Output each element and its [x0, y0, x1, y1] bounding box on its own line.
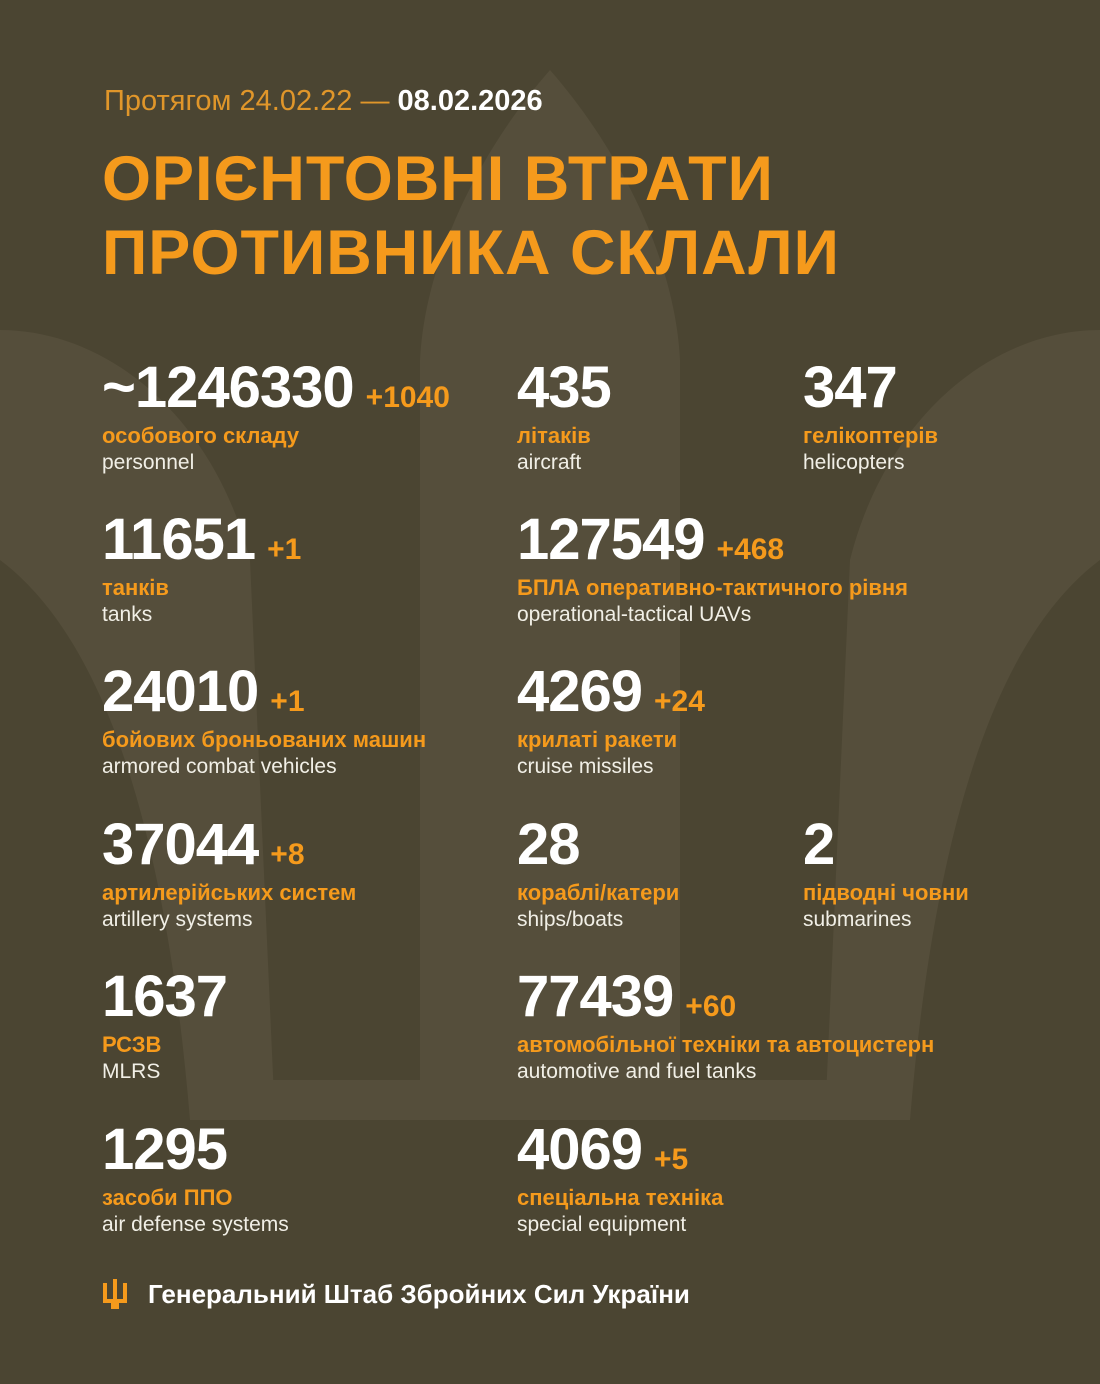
stat-label-en: artillery systems: [102, 908, 253, 931]
stat-delta: +1: [267, 533, 302, 566]
stat-personnel: [102, 355, 450, 476]
stat-label-ua: засоби ППО: [102, 1185, 233, 1210]
stat-delta: +1040: [365, 381, 450, 414]
period-to: 08.02.2026: [397, 85, 543, 117]
footer: [102, 1276, 690, 1312]
stat-delta: +24: [654, 685, 705, 718]
stat-value: 24010: [102, 659, 259, 724]
stat-value: 11651: [102, 507, 256, 572]
stat-ships: [517, 812, 680, 933]
trident-icon: [102, 1279, 128, 1309]
stat-delta: +8: [270, 838, 305, 871]
stat-label-en: air defense systems: [102, 1213, 289, 1236]
stat-value: 28: [517, 812, 580, 877]
stat-delta: +468: [716, 533, 785, 566]
stat-label-ua: РСЗВ: [102, 1032, 162, 1057]
title-line-2: ПРОТИВНИКА СКЛАЛИ: [102, 218, 840, 288]
stat-aircraft: [517, 355, 611, 476]
stat-submarines: [803, 812, 969, 933]
stat-special-equipment: [517, 1117, 724, 1238]
page-title: [102, 142, 840, 290]
stat-value: 4269: [517, 659, 643, 724]
stat-artillery: [102, 812, 357, 933]
stat-value: 37044: [102, 812, 259, 877]
stat-label-ua: танків: [102, 575, 169, 600]
stat-label-ua: спеціальна техніка: [517, 1185, 724, 1210]
stat-label-en: submarines: [803, 908, 912, 931]
stat-helicopters: [803, 355, 939, 476]
stat-label-en: personnel: [102, 451, 195, 474]
stat-tanks: [102, 507, 302, 628]
stat-label-en: aircraft: [517, 451, 582, 474]
stat-label-en: operational-tactical UAVs: [517, 603, 752, 626]
stat-label-en: tanks: [102, 603, 153, 626]
stat-value: 4069: [517, 1117, 643, 1182]
stat-label-ua: автомобільної техніки та автоцистерн: [517, 1032, 935, 1057]
stat-value: ~1246330: [102, 355, 354, 420]
stat-label-en: cruise missiles: [517, 755, 654, 778]
stat-label-en: MLRS: [102, 1060, 161, 1083]
stat-label-ua: кораблі/катери: [517, 880, 680, 905]
stat-value: 1637: [102, 964, 228, 1029]
stat-delta: +1: [270, 685, 305, 718]
footer-org-name: Генеральний Штаб Збройних Сил України: [148, 1278, 690, 1309]
stat-armored-vehicles: [102, 659, 427, 780]
stat-value: 347: [803, 355, 897, 420]
stat-air-defense: [102, 1117, 289, 1238]
stat-label-en: armored combat vehicles: [102, 755, 337, 778]
stat-value: 77439: [517, 964, 674, 1029]
stat-value: 435: [517, 355, 611, 420]
stat-uavs: [517, 507, 909, 628]
stat-label-en: helicopters: [803, 451, 905, 474]
stat-label-ua: артилерійських систем: [102, 880, 357, 905]
stat-mlrs: [102, 964, 228, 1085]
stat-delta: +60: [685, 990, 737, 1023]
stat-value: 1295: [102, 1117, 228, 1182]
period: [104, 84, 543, 118]
stat-cruise-missiles: [517, 659, 705, 780]
stat-label-en: automotive and fuel tanks: [517, 1060, 757, 1083]
stat-value: 127549: [517, 507, 705, 572]
stat-label-ua: гелікоптерів: [803, 423, 939, 448]
stat-label-ua: крилаті ракети: [517, 727, 678, 752]
stat-label-ua: бойових броньованих машин: [102, 727, 427, 752]
stat-delta: +5: [654, 1143, 689, 1176]
stat-vehicles: [517, 964, 935, 1085]
stat-label-en: special equipment: [517, 1213, 687, 1236]
stat-label-ua: особового складу: [102, 423, 300, 448]
stat-value: 2: [803, 812, 835, 877]
stat-label-ua: літаків: [517, 423, 591, 448]
stat-label-en: ships/boats: [517, 908, 624, 931]
title-line-1: ОРІЄНТОВНІ ВТРАТИ: [102, 144, 774, 214]
stat-label-ua: підводні човни: [803, 880, 969, 905]
period-from: Протягом 24.02.22 —: [104, 85, 390, 117]
stat-label-ua: БПЛА оперативно-тактичного рівня: [517, 575, 909, 600]
